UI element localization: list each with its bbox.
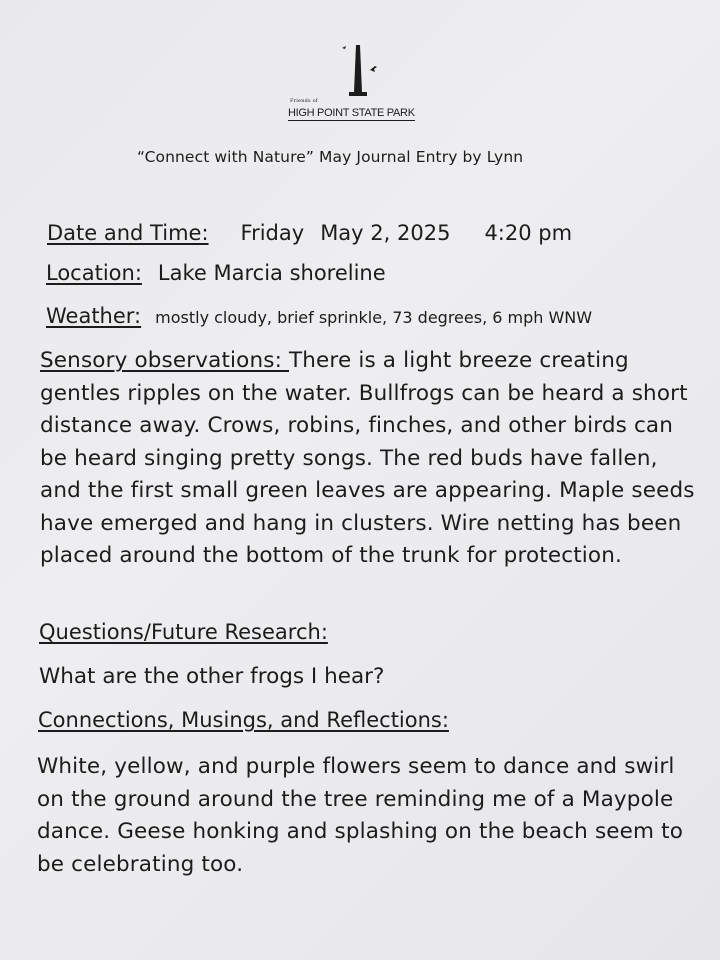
questions-heading [39, 620, 328, 644]
time-value: 4:20 pm [484, 221, 573, 245]
sensory-observations [40, 345, 700, 573]
location-row [46, 261, 386, 285]
questions-label: Questions/Future Research: [39, 620, 328, 644]
date-value: May 2, 2025 [320, 221, 451, 245]
date-day: Friday [240, 221, 305, 245]
logo-park-name: HIGH POINT STATE PARK [288, 107, 415, 119]
connections-heading [38, 708, 449, 732]
date-time-label: Date and Time: [47, 221, 209, 245]
weather-label: Weather: [46, 304, 142, 328]
connections-label: Connections, Musings, and Reflections: [38, 708, 449, 732]
park-logo [285, 40, 445, 130]
monument-icon [325, 40, 395, 102]
location-value: Lake Marcia shoreline [157, 261, 386, 285]
logo-small-text: Friends of [290, 98, 318, 104]
sensory-text: There is a light breeze creating gentles ripples on the water. Bullfrogs can be heard a short distance away. Crows, robins, finches, and other birds can be heard singing pretty songs. The red buds have fallen, and the first small green leaves are appearing. Maple seeds have emerged and hang in clusters. Wire netting has been placed around the bottom of the trunk for protection. [40, 348, 695, 568]
location-label: Location: [46, 261, 142, 285]
date-time-row [47, 221, 572, 245]
sensory-label: Sensory observations: [40, 348, 289, 373]
weather-value: mostly cloudy, brief sprinkle, 73 degrees, 6 mph WNW [155, 308, 593, 327]
journal-subtitle: “Connect with Nature” May Journal Entry by Lynn [137, 148, 524, 166]
questions-text: What are the other frogs I hear? [39, 664, 385, 689]
connections-text: White, yellow, and purple flowers seem to dance and swirl on the ground around the tree reminding me of a Maypole dance. Geese honking and splashing on the beach seem to be celebrating too. [37, 754, 684, 877]
weather-row [46, 304, 592, 328]
